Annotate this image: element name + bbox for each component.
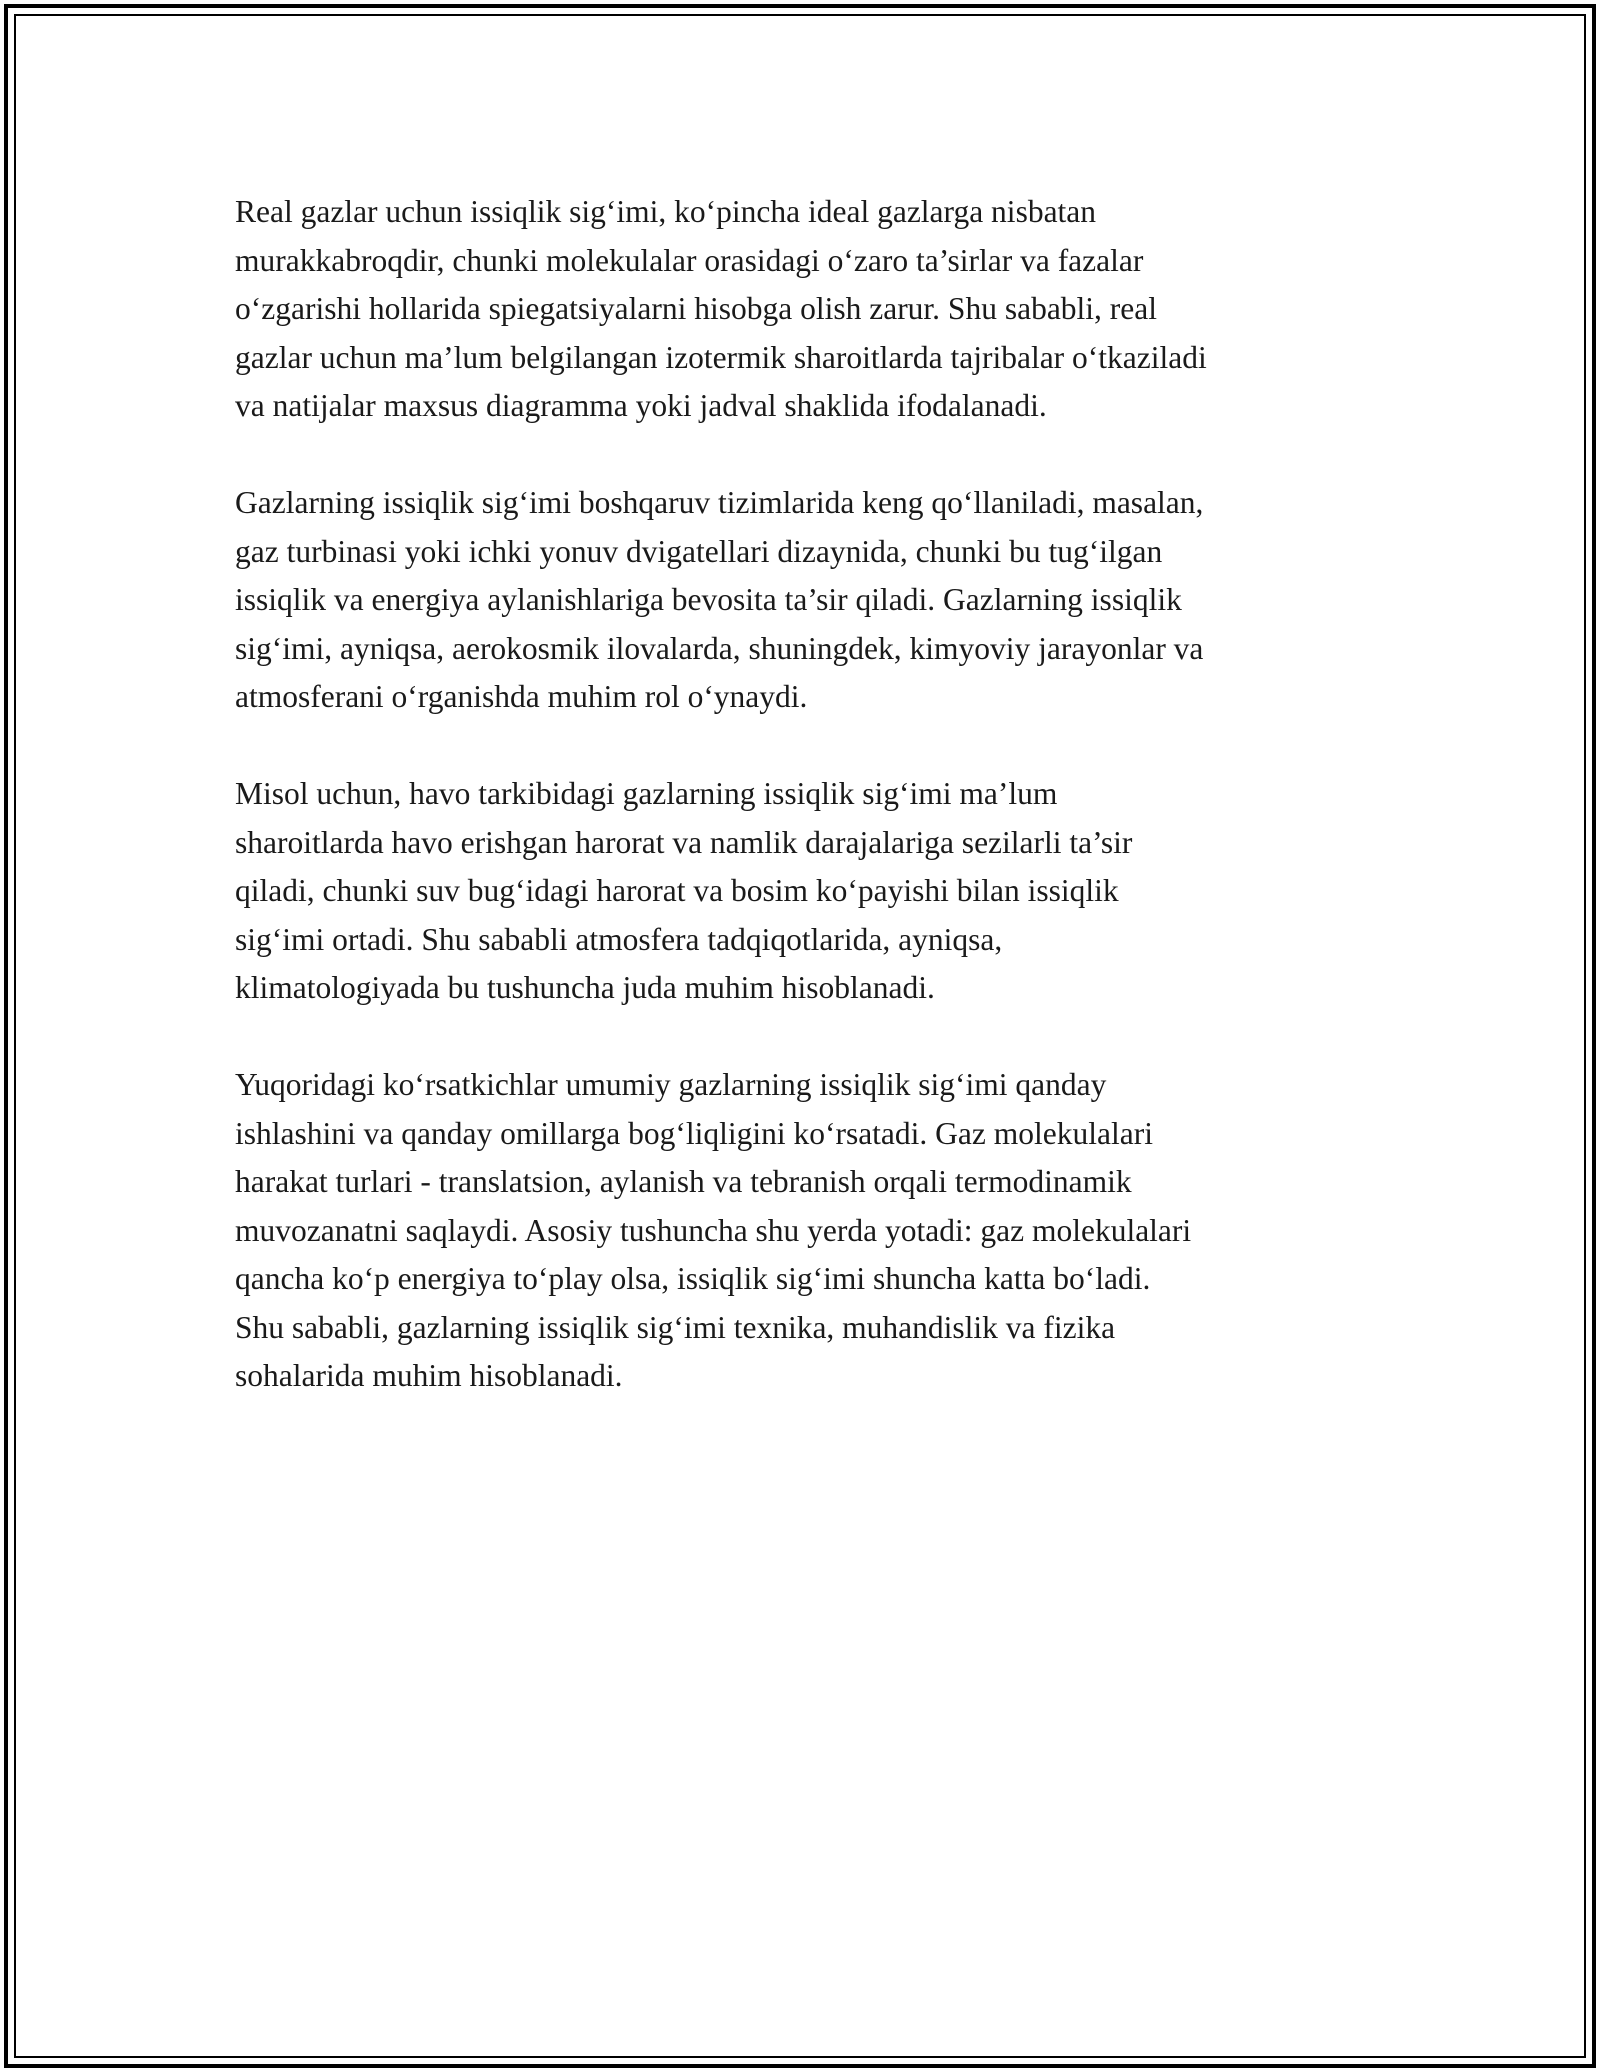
paragraph-1: Real gazlar uchun issiqlik sig‘imi, ko‘pincha ideal gazlarga nisbatan murakkabroqdir, chunki molekulalar orasidagi o‘zaro ta’sirlar va fazalar o‘zgarishi hollarida spiegatsiyalarni hisobga olish zarur. Shu sababli, real gazlar uchun ma’lum belgilangan izotermik sharoitlarda tajribalar o‘tkaziladi va natijalar maxsus diagramma yoki jadval shaklida ifodalanadi.	[235, 194, 1207, 423]
paragraph-2: Gazlarning issiqlik sig‘imi boshqaruv tizimlarida keng qo‘llaniladi, masalan, gaz turbinasi yoki ichki yonuv dvigatellari dizaynida, chunki bu tug‘ilgan issiqlik va energiya aylanishlariga bevosita ta’sir qiladi. Gazlarning issiqlik sig‘imi, ayniqsa, aerokosmik ilovalarda, shuningdek, kimyoviy jarayonlar va atmosferani o‘rganishda muhim rol o‘ynaydi.	[235, 485, 1204, 714]
document-body	[235, 188, 1370, 1449]
paragraph-3: Misol uchun, havo tarkibidagi gazlarning issiqlik sig‘imi ma’lum sharoitlarda havo erishgan harorat va namlik darajalariga sezilarli ta’sir qiladi, chunki suv bug‘idagi harorat va bosim ko‘payishi bilan issiqlik sig‘imi ortadi. Shu sababli atmosfera tadqiqotlarida, ayniqsa, klimatologiyada bu tushuncha juda muhim hisoblanadi.	[235, 776, 1133, 1005]
paragraph-4: Yuqoridagi ko‘rsatkichlar umumiy gazlarning issiqlik sig‘imi qanday ishlashini va qanday omillarga bog‘liqligini ko‘rsatadi. Gaz molekulalari harakat turlari - translatsion, aylanish va tebranish orqali termodinamik muvozanatni saqlaydi. Asosiy tushuncha shu yerda yotadi: gaz molekulalari qancha ko‘p energiya to‘play olsa, issiqlik sig‘imi shuncha katta bo‘ladi. Shu sababli, gazlarning issiqlik sig‘imi texnika, muhandislik va fizika sohalarida muhim hisoblanadi.	[235, 1067, 1192, 1393]
